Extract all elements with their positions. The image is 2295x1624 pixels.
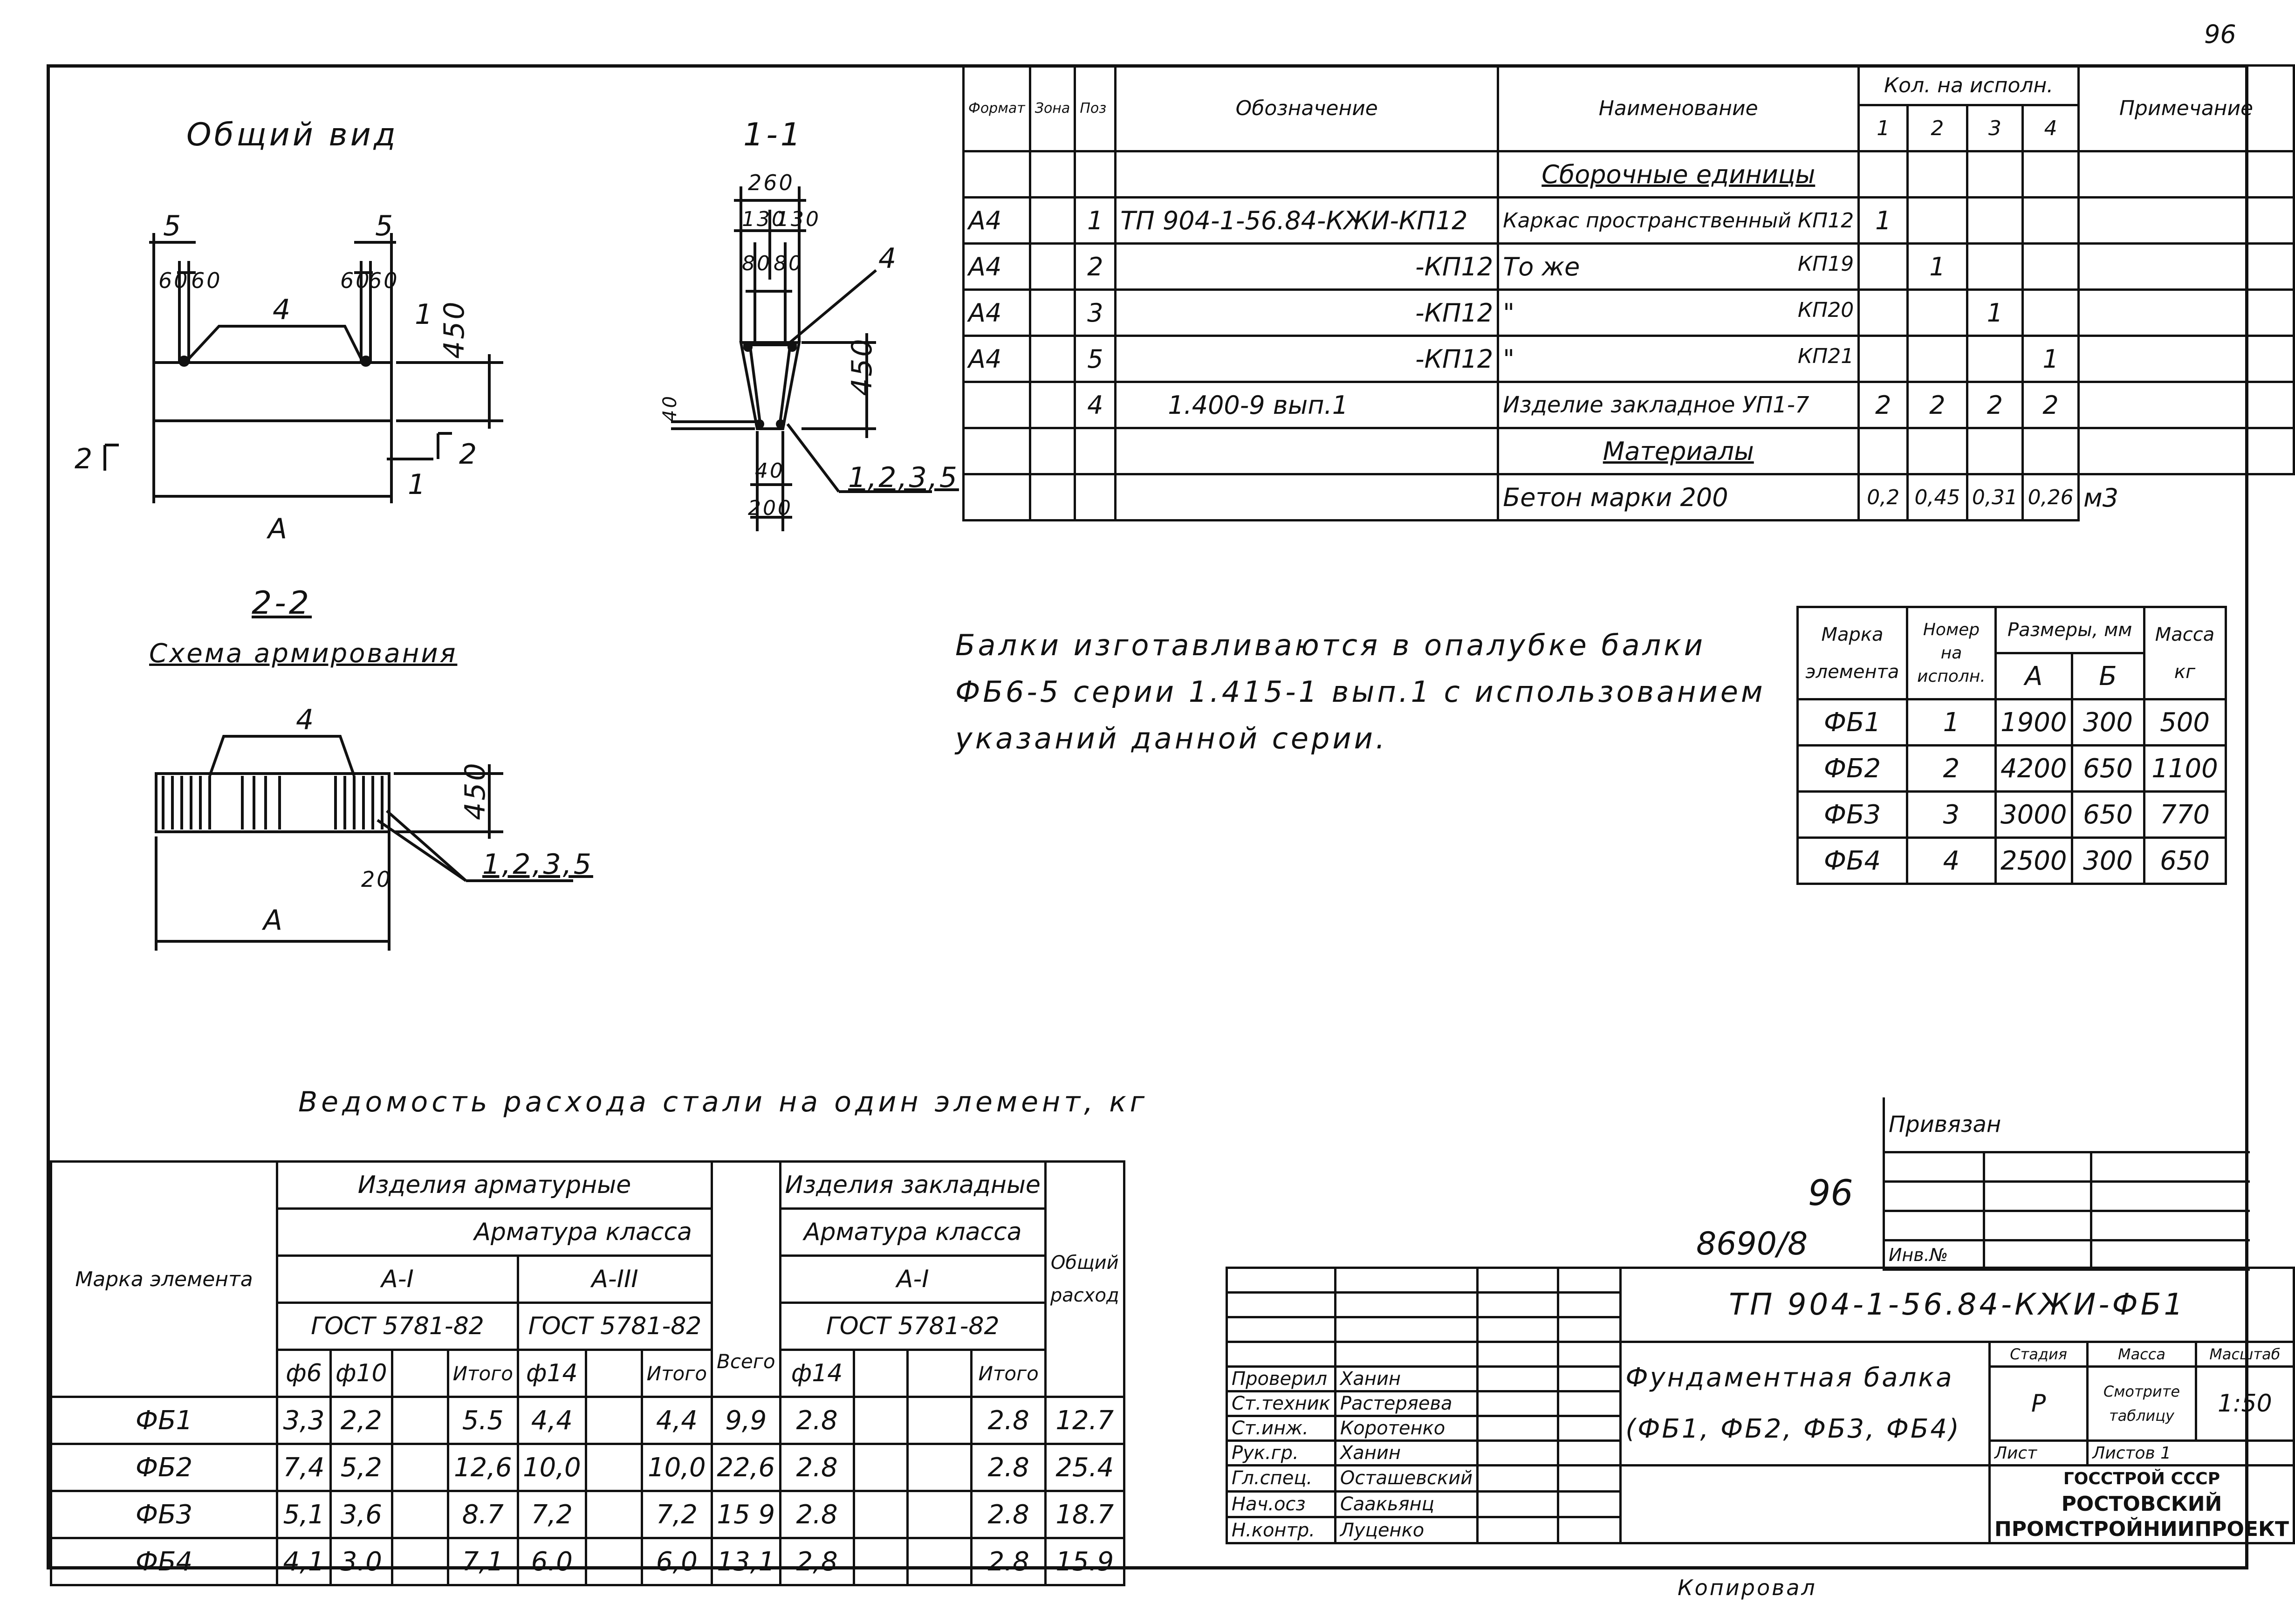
spec-table: [962, 64, 2295, 521]
dim-label: 1,2,3,5: [848, 461, 959, 494]
cell: 1100: [2144, 746, 2226, 792]
cell: 2: [1907, 746, 1996, 792]
cell: 1: [1908, 244, 1967, 290]
cell: 15.9: [1045, 1538, 1124, 1585]
dim-label: 260: [748, 170, 795, 195]
steel-caption: Ведомость расхода стали на один элемент, кг: [298, 1086, 1149, 1118]
dim-label: 1: [415, 298, 435, 331]
cell: 2: [1908, 382, 1967, 428]
person: Ханин: [1335, 1367, 1477, 1391]
role: Нач.осз: [1227, 1491, 1336, 1517]
cell: 2: [2023, 382, 2079, 428]
cell: 6,0: [642, 1538, 712, 1585]
cell: м3: [2083, 483, 2119, 513]
dim-label: 130: [776, 207, 821, 231]
cell: 1: [1075, 198, 1116, 244]
hdr-emb-class-ai: А-I: [780, 1256, 1045, 1303]
col-total-all: Всего: [712, 1350, 781, 1397]
role: Н.контр.: [1227, 1517, 1336, 1543]
scale-value: 1:50: [2196, 1367, 2294, 1441]
dim-label: 2: [75, 443, 95, 475]
cell: 2.8: [972, 1444, 1045, 1491]
cell: 2.8: [780, 1491, 854, 1538]
section-1-1-title: 1-1: [743, 116, 804, 153]
cell: 5,2: [331, 1444, 392, 1491]
cell: 650: [2144, 838, 2226, 884]
col-a: А: [1996, 653, 2072, 699]
col-note: Примечание: [2078, 66, 2294, 151]
table-row: [51, 1444, 1124, 1491]
cell: [1859, 244, 1908, 290]
beam-elevation: [154, 363, 391, 421]
cell: 4,4: [518, 1397, 586, 1444]
copied-label: Копировал: [1678, 1575, 1817, 1600]
cell: 8.7: [448, 1491, 518, 1538]
cell: 2.8: [780, 1397, 854, 1444]
spec-row: [964, 474, 2294, 521]
cell: [2023, 198, 2079, 244]
dim-label: 4: [878, 242, 898, 275]
cell: 12.7: [1045, 1397, 1124, 1444]
cell: [1908, 198, 1967, 244]
dim-label: 60: [158, 268, 190, 293]
dim-label: 4: [273, 294, 293, 326]
cell: КП20: [1797, 298, 1854, 322]
spec-row: [964, 336, 2294, 382]
cell: КП12: [1797, 208, 1854, 233]
col-variant: Номер на исполн.: [1907, 607, 1996, 699]
col-emb-subtotal: Итого: [972, 1350, 1045, 1397]
col-format: Формат: [964, 66, 1030, 151]
cell: 650: [2072, 792, 2144, 838]
dim-label: 450: [846, 337, 878, 396]
dim-label: 450: [438, 300, 471, 359]
section-2-2-title: 2-2: [252, 585, 312, 622]
cell: 500: [2144, 699, 2226, 746]
col-qty-group: Кол. на исполн.: [1859, 66, 2079, 105]
cell: 15 9: [712, 1491, 781, 1538]
cell: 2.8: [972, 1538, 1045, 1585]
cell: [964, 382, 1030, 428]
cell: [2078, 336, 2294, 382]
col-sizes: Размеры, мм: [1996, 607, 2144, 653]
cell: 4,1: [277, 1538, 331, 1585]
col-variant: 1: [1859, 105, 1908, 151]
bound-label: Привязан: [1884, 1097, 2250, 1152]
note-line: указаний данной серии.: [955, 721, 1388, 755]
sheet-label: Лист: [1989, 1441, 2087, 1466]
cell: А4: [964, 290, 1030, 336]
cell: 12,6: [448, 1444, 518, 1491]
cell: [1967, 198, 2023, 244]
cell: -КП12: [1116, 290, 1498, 336]
cell: ТП 904-1-56.84-КЖИ-КП12: [1116, 198, 1498, 244]
col-d14: ф14: [518, 1350, 586, 1397]
cell: -КП12: [1116, 336, 1498, 382]
dim-label: 80: [742, 252, 772, 275]
cell: 5: [1075, 336, 1116, 382]
col-mass: Масса кг: [2144, 607, 2226, 699]
cell: ": [1503, 344, 1515, 374]
cell: 22,6: [712, 1444, 781, 1491]
cell: 7,1: [448, 1538, 518, 1585]
cell: [2078, 244, 2294, 290]
person: Коротенко: [1335, 1416, 1477, 1441]
spec-row: [964, 198, 2294, 244]
cell: 2.8: [972, 1491, 1045, 1538]
cell: 3,3: [277, 1397, 331, 1444]
section-assembly: Сборочные единицы: [1498, 151, 1859, 198]
scale-label: Масштаб: [2196, 1342, 2294, 1367]
cell: ФБ1: [1798, 699, 1907, 746]
table-row: [1798, 838, 2226, 884]
cell: 7,2: [518, 1491, 586, 1538]
dim-label: 130: [742, 207, 787, 231]
cell: 13,1: [712, 1538, 781, 1585]
col-subtotal1: Итого: [448, 1350, 518, 1397]
hdr-gost-aiii: ГОСТ 5781-82: [518, 1303, 712, 1350]
steel-table: [50, 1160, 1125, 1586]
hdr-rebar-class: Арматура класса: [277, 1209, 712, 1256]
hdr-class-aiii: А-III: [518, 1256, 712, 1303]
page-number: 96: [2204, 20, 2236, 49]
dim-label: 5: [163, 210, 183, 242]
cell: ФБ3: [1798, 792, 1907, 838]
cell: Изделие закладное УП1-7: [1498, 382, 1859, 428]
cell: 2500: [1996, 838, 2072, 884]
section-2-2-subtitle: Схема армирования: [149, 638, 458, 669]
cell: Каркас пространственный: [1503, 208, 1791, 233]
cell: 300: [2072, 838, 2144, 884]
dim-label: 80: [774, 252, 803, 275]
hdr-embedded: Изделия закладные: [780, 1162, 1045, 1209]
cell: 10,0: [642, 1444, 712, 1491]
cell: 300: [2072, 699, 2144, 746]
element-table: [1796, 606, 2227, 885]
cell: 2.8: [972, 1397, 1045, 1444]
section-1-1-outline: [741, 343, 799, 429]
dim-label: 60: [368, 268, 399, 293]
item-name-line: (ФБ1, ФБ2, ФБ3, ФБ4): [1625, 1414, 1961, 1444]
cell: А4: [964, 244, 1030, 290]
hdr-emb-gost: ГОСТ 5781-82: [780, 1303, 1045, 1350]
cell: 4: [1907, 838, 1996, 884]
table-row: [1798, 746, 2226, 792]
cell: ": [1503, 298, 1515, 328]
col-mark: Марка элемента: [51, 1162, 277, 1397]
table-row: [1798, 792, 2226, 838]
col-subtotal2: Итого: [642, 1350, 712, 1397]
cell: ФБ3: [51, 1491, 277, 1538]
cell: 0,2: [1859, 474, 1908, 521]
hdr-class-ai: А-I: [277, 1256, 518, 1303]
cell: 4,4: [642, 1397, 712, 1444]
person: Осташевский: [1335, 1466, 1477, 1492]
spec-row: [964, 382, 2294, 428]
cell: ФБ2: [1798, 746, 1907, 792]
cell: [2023, 244, 2079, 290]
cell: 2: [1967, 382, 2023, 428]
dim-label: 2: [459, 438, 479, 471]
person: Луценко: [1335, 1517, 1477, 1543]
dim-label: 40: [659, 394, 681, 422]
cell: 1.400-9 вып.1: [1116, 382, 1498, 428]
cell: 6.0: [518, 1538, 586, 1585]
stage-value: Р: [1989, 1367, 2087, 1441]
dim-label: A: [268, 513, 289, 545]
note-line: Балки изготавливаются в опалубке балки: [955, 628, 1706, 662]
spec-row: [964, 290, 2294, 336]
cell: 2: [1075, 244, 1116, 290]
col-designation: Обозначение: [1116, 66, 1498, 151]
mass-value: Смотрите таблицу: [2088, 1367, 2196, 1441]
role: Ст.техник: [1227, 1391, 1336, 1416]
stage-label: Стадия: [1989, 1342, 2087, 1367]
cell: [2078, 382, 2294, 428]
handwritten-number: 8690/8: [1696, 1226, 1808, 1262]
cell: 4: [1075, 382, 1116, 428]
col-variant: 2: [1908, 105, 1967, 151]
spec-row: [964, 244, 2294, 290]
dim-label: A: [263, 904, 285, 937]
person: Саакьянц: [1335, 1491, 1477, 1517]
cell: КП19: [1797, 252, 1854, 276]
binding-stamp: [1883, 1097, 2250, 1271]
general-view-title: Общий вид: [186, 116, 398, 153]
cell: 7,2: [642, 1491, 712, 1538]
cell: ФБ2: [51, 1444, 277, 1491]
cell: 9,9: [712, 1397, 781, 1444]
org-line: РОСТОВСКИЙ: [2061, 1492, 2222, 1516]
cell: 0,26: [2023, 474, 2079, 521]
col-zone: Зона: [1030, 66, 1075, 151]
cell: [1908, 290, 1967, 336]
hdr-emb-class: Арматура класса: [780, 1209, 1045, 1256]
cell: 1: [2023, 336, 2079, 382]
inv-label: Инв.№: [1884, 1240, 1984, 1270]
table-row: [51, 1491, 1124, 1538]
col-emb-d14: ф14: [780, 1350, 854, 1397]
dim-label: 4: [296, 704, 316, 736]
role: Рук.гр.: [1227, 1441, 1336, 1466]
dim-label: 5: [375, 210, 395, 242]
note-line: ФБ6-5 серии 1.415-1 вып.1 с использованием: [955, 675, 1766, 709]
cell: 5,1: [277, 1491, 331, 1538]
cell: 0,45: [1908, 474, 1967, 521]
person: Ханин: [1335, 1441, 1477, 1466]
cell: А4: [964, 336, 1030, 382]
cell: [1967, 336, 2023, 382]
hdr-rebar: Изделия арматурные: [277, 1162, 712, 1209]
cell: 3,6: [331, 1491, 392, 1538]
sheets-label: Листов 1: [2088, 1441, 2294, 1466]
dim-label: 60: [191, 268, 222, 293]
table-row: [51, 1397, 1124, 1444]
role: Гл.спец.: [1227, 1466, 1336, 1492]
col-name: Наименование: [1498, 66, 1859, 151]
cell: 3.0: [331, 1538, 392, 1585]
org-line: ГОССТРОЙ СССР: [2063, 1469, 2220, 1488]
dim-label: 60: [340, 268, 371, 293]
cell: То же: [1503, 252, 1580, 281]
designation: ТП 904-1-56.84-КЖИ-ФБ1: [1621, 1268, 2294, 1342]
col-d10: ф10: [331, 1350, 392, 1397]
org-line: ПРОМСТРОЙНИИПРОЕКТ: [1994, 1517, 2289, 1541]
mass-label: Масса: [2088, 1342, 2196, 1367]
cell: -КП12: [1116, 244, 1498, 290]
cell: ФБ1: [51, 1397, 277, 1444]
cell: Бетон марки 200: [1498, 474, 1859, 521]
organization: [1989, 1466, 2294, 1543]
cell: 770: [2144, 792, 2226, 838]
cell: [2078, 290, 2294, 336]
dim-label: 20: [361, 867, 392, 892]
col-mark: Марка элемента: [1798, 607, 1907, 699]
cell: 7,4: [277, 1444, 331, 1491]
cell: ФБ4: [1798, 838, 1907, 884]
cell: 1: [1859, 198, 1908, 244]
col-variant: 3: [1967, 105, 2023, 151]
cell: 1: [1967, 290, 2023, 336]
cell: 2.8: [780, 1444, 854, 1491]
cell: 2: [1859, 382, 1908, 428]
cell: 3000: [1996, 792, 2072, 838]
col-d6: ф6: [277, 1350, 331, 1397]
person: Растеряева: [1335, 1391, 1477, 1416]
cell: 25.4: [1045, 1444, 1124, 1491]
cell: 2,8: [780, 1538, 854, 1585]
cell: КП21: [1797, 344, 1854, 368]
dim-label: 40: [755, 459, 785, 483]
cell: 3: [1907, 792, 1996, 838]
col-variant: 4: [2023, 105, 2079, 151]
section-materials: Материалы: [1498, 428, 1859, 474]
cell: [1967, 244, 2023, 290]
col-b: Б: [2072, 653, 2144, 699]
cell: 3: [1075, 290, 1116, 336]
cell: [1908, 336, 1967, 382]
handwritten-number: 96: [1808, 1172, 1853, 1213]
role: Проверил: [1227, 1367, 1336, 1391]
cell: А4: [964, 198, 1030, 244]
table-row: [1798, 699, 2226, 746]
cell: 10,0: [518, 1444, 586, 1491]
cell: [1859, 336, 1908, 382]
dim-label: 450: [459, 761, 492, 820]
cell: 1900: [1996, 699, 2072, 746]
cell: 18.7: [1045, 1491, 1124, 1538]
cell: 2,2: [331, 1397, 392, 1444]
role: Ст.инж.: [1227, 1416, 1336, 1441]
cell: 650: [2072, 746, 2144, 792]
cell: 5.5: [448, 1397, 518, 1444]
title-block: [1226, 1267, 2295, 1544]
cell: 1: [1907, 699, 1996, 746]
note-text: [955, 622, 1766, 762]
cell: [2023, 290, 2079, 336]
item-name-line: Фундаментная балка: [1625, 1363, 1954, 1393]
col-overall: Общий расход: [1045, 1162, 1124, 1397]
hdr-gost-ai: ГОСТ 5781-82: [277, 1303, 518, 1350]
col-pos: Поз: [1075, 66, 1116, 151]
dim-label: 200: [748, 496, 793, 520]
cell: 0,31: [1967, 474, 2023, 521]
cell: [2078, 198, 2294, 244]
cell: 4200: [1996, 746, 2072, 792]
cell: ФБ4: [51, 1538, 277, 1585]
dim-label: 1: [408, 468, 428, 501]
table-row: [51, 1538, 1124, 1585]
item-name: [1621, 1342, 1990, 1466]
dim-label: 1,2,3,5: [482, 848, 593, 881]
cell: [1859, 290, 1908, 336]
